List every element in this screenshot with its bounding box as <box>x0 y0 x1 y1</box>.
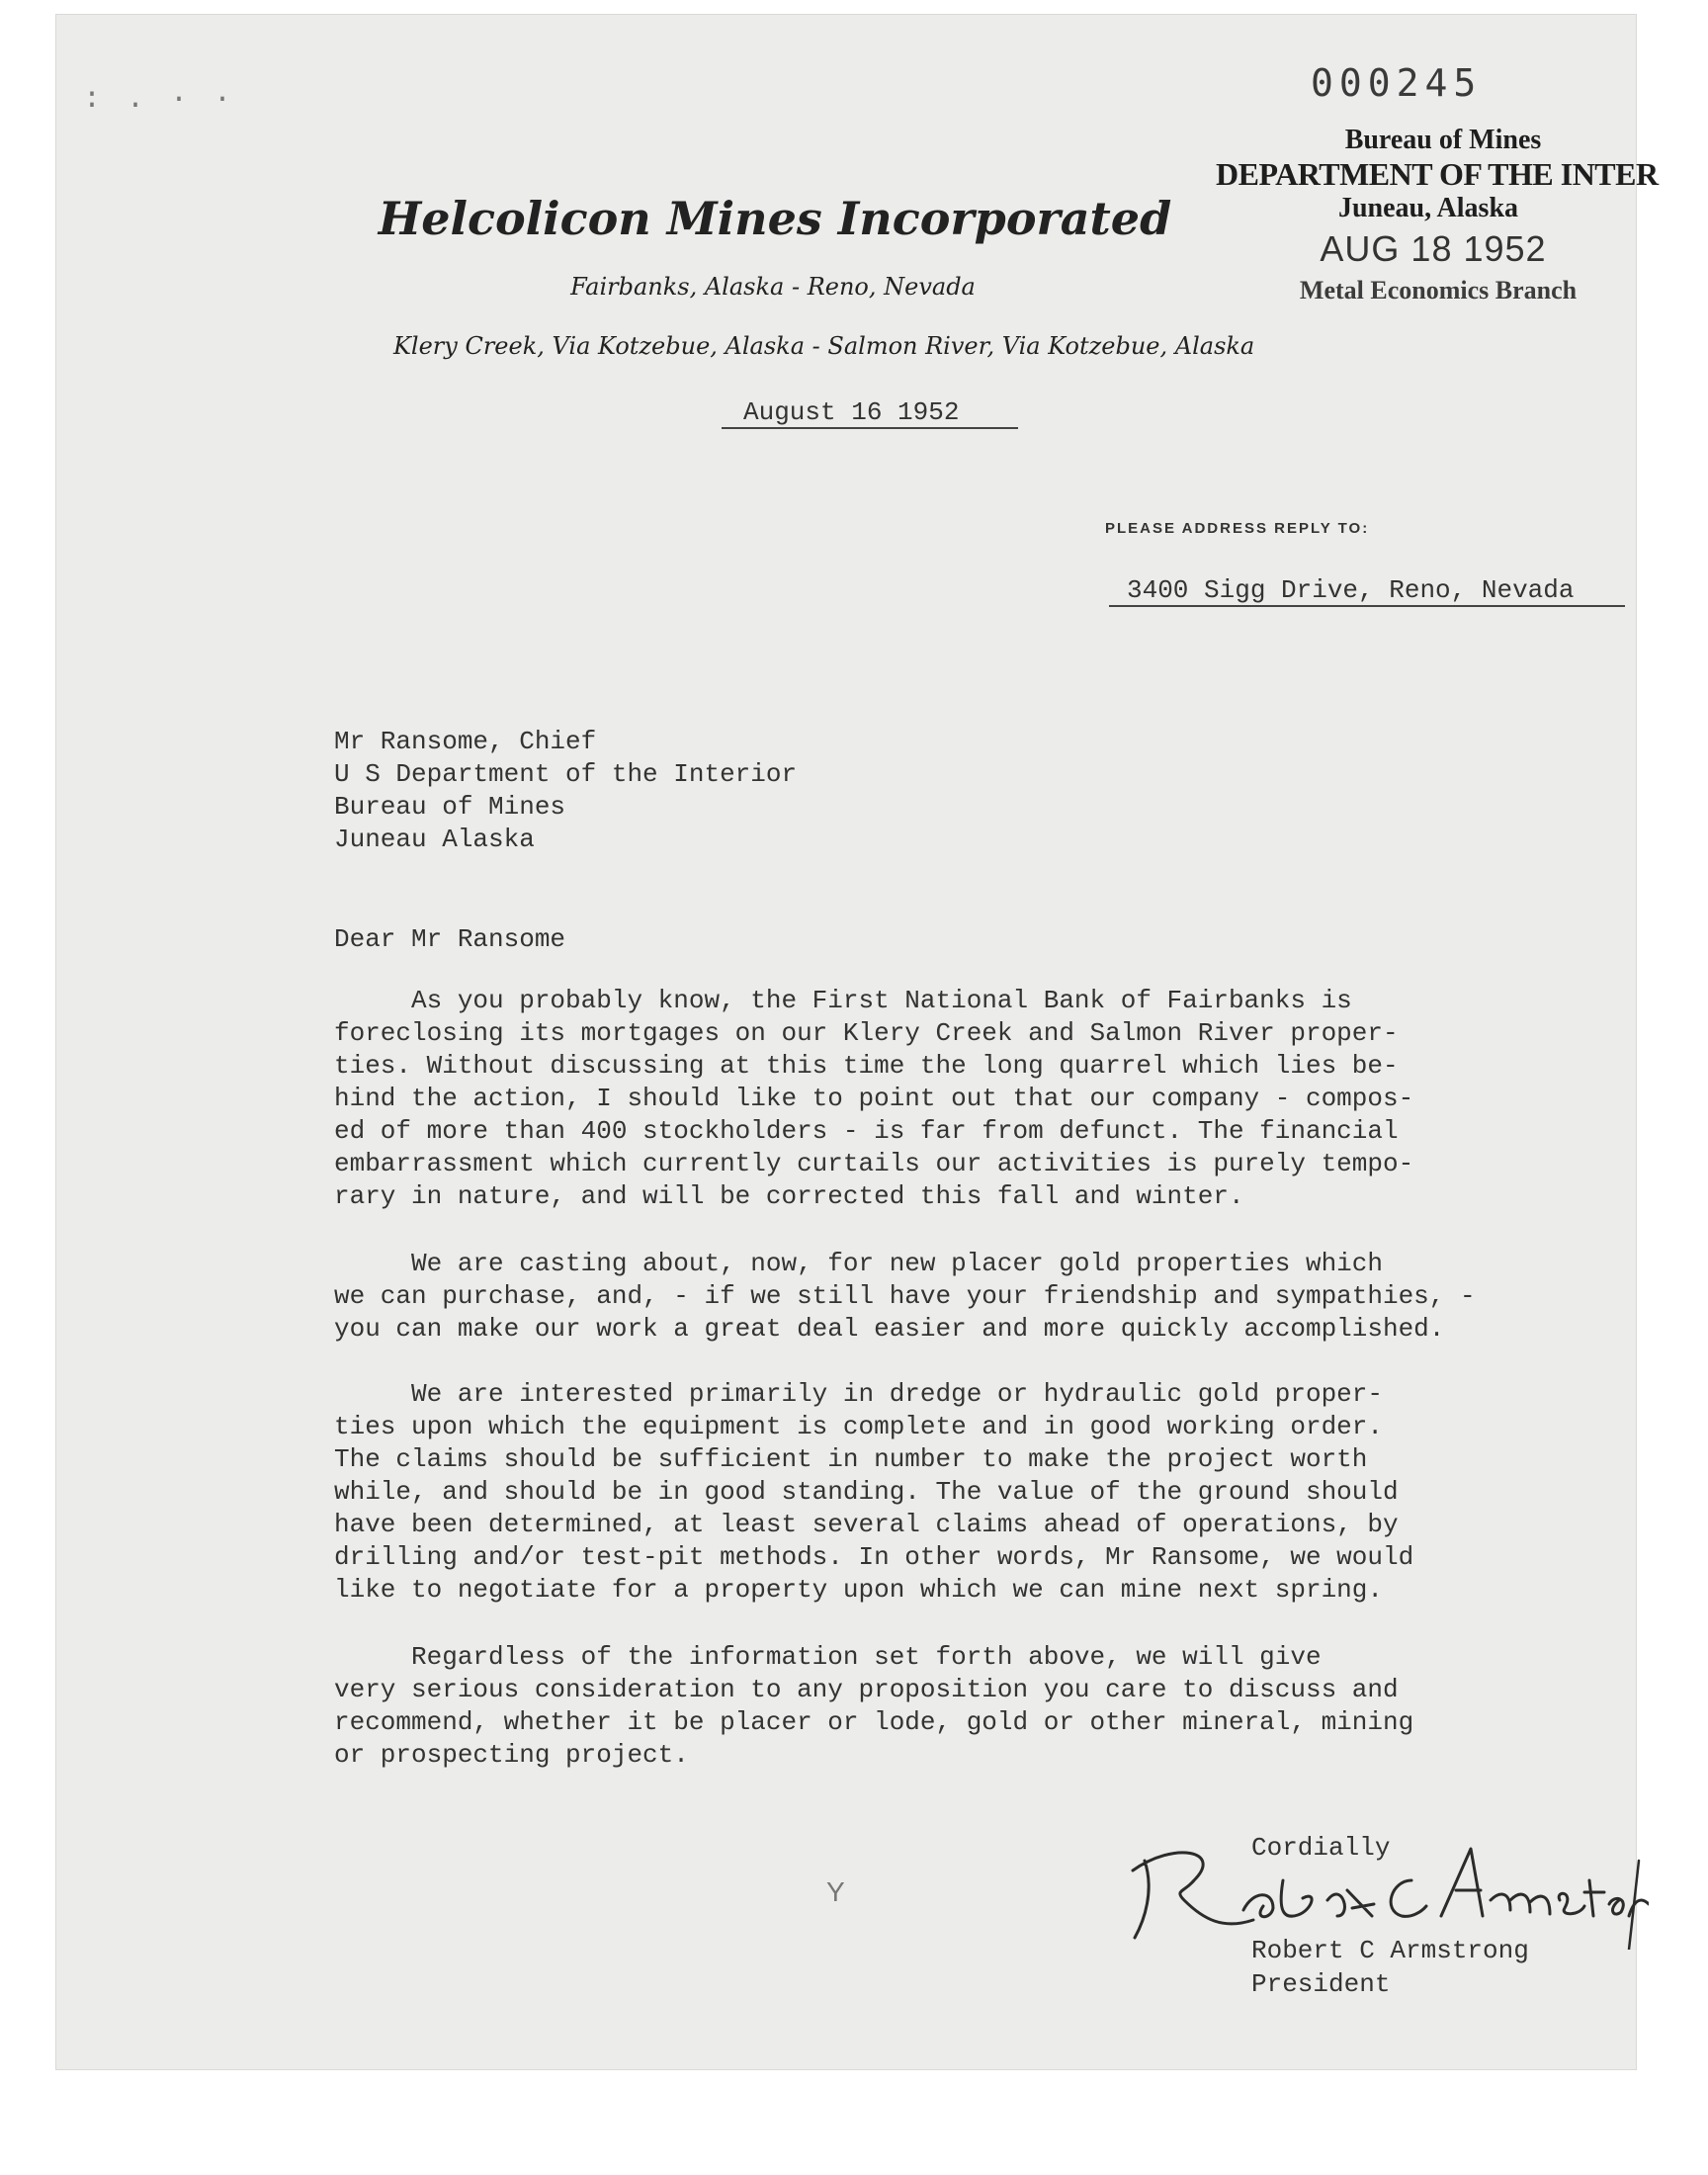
letter-date: August 16 1952 <box>722 397 1018 429</box>
letterhead-creeks: Klery Creek, Via Kotzebue, Alaska - Salmon River, Via Kotzebue, Alaska <box>393 332 1255 360</box>
reply-address: 3400 Sigg Drive, Reno, Nevada <box>1109 575 1625 607</box>
body-paragraph: As you probably know, the First National Bank of Fairbanks is foreclosing its mortgages on our Klery Creek and Salmon River proper- ties. Without discussing at this time the long quarrel which lies be- hind the action, I should like to point out that our company - compos- ed of more than 400 stockholders - is far from defunct. The financial embarrassment which currently curtails our activities is purely tempo- rary in nature, and will be corrected this fall and winter. <box>334 986 1414 1211</box>
stamp-branch: Metal Economics Branch <box>1299 276 1578 304</box>
reply-label: PLEASE ADDRESS REPLY TO: <box>1105 520 1370 537</box>
salutation: Dear Mr Ransome <box>334 924 566 954</box>
letterhead-company: Helcolicon Mines Incorporated <box>378 192 1172 245</box>
body-paragraph: We are casting about, now, for new placer gold properties which we can purchase, and, - if we still have your friendship and sympathies, - you can make our work a great deal easier and more quickly accomplished. <box>334 1249 1476 1344</box>
document-number: 000245 <box>1311 61 1483 105</box>
body-paragraph: Regardless of the information set forth above, we will give very serious consideration to any proposition you care to discuss and recommend, whether it be placer or lode, gold or other mineral, mining or prospecting project. <box>334 1642 1414 1770</box>
addressee-block: Mr Ransome, Chief U S Department of the Interior Bureau of Mines Juneau Alaska <box>334 727 798 854</box>
stamp-department: DEPARTMENT OF THE INTER <box>1216 156 1659 192</box>
stamp-date: AUG 18 1952 <box>1320 228 1547 269</box>
letterhead-locations: Fairbanks, Alaska - Reno, Nevada <box>570 273 976 301</box>
handwritten-signature <box>1115 1821 1649 1950</box>
closing: Cordially <box>1251 1833 1391 1863</box>
body-paragraph: We are interested primarily in dredge or hydraulic gold proper- ties upon which the equipment is complete and in good working order. The claims should be sufficient in number to make the project worth while, and should be in good standing. The value of the ground should have been determined, at least several claims ahead of operations, by drilling and/or test-pit methods. In other words, Mr Ransome, we would like to negotiate for a property upon which we can mine next spring. <box>334 1379 1414 1605</box>
stamp-bureau: Bureau of Mines <box>1344 125 1542 155</box>
stamp-city: Juneau, Alaska <box>1337 193 1519 223</box>
signer-title: President <box>1251 1969 1391 1999</box>
signer-block <box>1251 1934 1529 2001</box>
stray-mark: Y <box>826 1876 845 1907</box>
corner-marks: : . · · <box>83 83 236 117</box>
signer-name: Robert C Armstrong <box>1251 1936 1529 1965</box>
